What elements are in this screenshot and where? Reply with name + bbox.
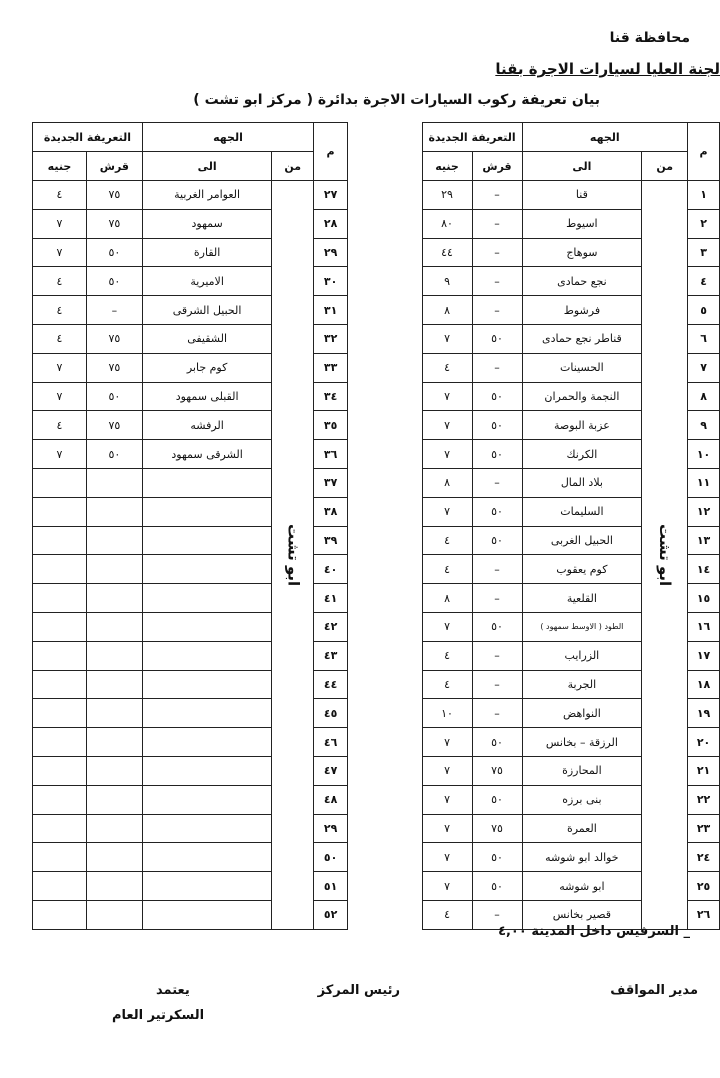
pound-cell: ٧: [33, 209, 87, 238]
col-direction-header: الجهه: [142, 123, 313, 152]
pound-cell: [33, 900, 87, 929]
destination-cell: النجمة والحمران: [522, 382, 642, 411]
destination-cell: [142, 699, 272, 728]
col-num-header: م: [314, 123, 348, 181]
destination-cell: الزرايب: [522, 641, 642, 670]
destination-cell: [142, 785, 272, 814]
qirsh-cell: –: [472, 555, 522, 584]
pound-cell: [33, 497, 87, 526]
destination-cell: ابو شوشه: [522, 872, 642, 901]
row-number: ٤٥: [314, 699, 348, 728]
signature-parking-manager: مدير المواقف: [610, 983, 698, 998]
pound-cell: ٤: [422, 641, 472, 670]
row-number: ١٨: [688, 670, 720, 699]
qirsh-cell: ٧٥: [472, 756, 522, 785]
pound-cell: [33, 785, 87, 814]
pound-cell: ٨٠: [422, 209, 472, 238]
pound-cell: ٧: [422, 728, 472, 757]
qirsh-cell: ٧٥: [472, 814, 522, 843]
pound-cell: [33, 699, 87, 728]
destination-cell: القلعية: [522, 584, 642, 613]
destination-cell: القبلى سمهود: [142, 382, 272, 411]
row-number: ٣٥: [314, 411, 348, 440]
qirsh-cell: [86, 756, 142, 785]
qirsh-cell: [86, 584, 142, 613]
destination-cell: قصير بخانس: [522, 900, 642, 929]
from-cell: ابو تشت: [642, 181, 688, 930]
row-number: ٤٧: [314, 756, 348, 785]
row-number: ٤٦: [314, 728, 348, 757]
qirsh-cell: ٥٠: [472, 497, 522, 526]
col-fare-header: التعريفة الجديدة: [33, 123, 143, 152]
qirsh-cell: [86, 555, 142, 584]
pound-cell: ٨: [422, 296, 472, 325]
pound-cell: ٤: [33, 411, 87, 440]
destination-cell: سوهاج: [522, 238, 642, 267]
row-number: ١٧: [688, 641, 720, 670]
qirsh-cell: [86, 641, 142, 670]
row-number: ٢٦: [688, 900, 720, 929]
row-number: ٢٥: [688, 872, 720, 901]
qirsh-cell: [86, 497, 142, 526]
destination-cell: كوم جابر: [142, 353, 272, 382]
qirsh-cell: –: [472, 238, 522, 267]
row-number: ٥٠: [314, 843, 348, 872]
pound-cell: ٤: [33, 267, 87, 296]
pound-cell: ٤٤: [422, 238, 472, 267]
pound-cell: ٧: [422, 497, 472, 526]
pound-cell: ٨: [422, 468, 472, 497]
qirsh-cell: [86, 900, 142, 929]
qirsh-cell: –: [472, 699, 522, 728]
row-number: ٧: [688, 353, 720, 382]
pound-cell: [33, 814, 87, 843]
row-number: ١: [688, 181, 720, 210]
destination-cell: [142, 814, 272, 843]
col-fare-header: التعريفة الجديدة: [422, 123, 522, 152]
qirsh-cell: ٧٥: [86, 353, 142, 382]
row-number: ١٤: [688, 555, 720, 584]
table-row: [339, 181, 720, 210]
destination-cell: الجربة: [522, 670, 642, 699]
committee-title: لجنة العليا لسيارات الاجرة بقنا: [495, 60, 720, 78]
pound-cell: [33, 756, 87, 785]
pound-cell: [33, 872, 87, 901]
pound-cell: ٧: [422, 814, 472, 843]
destination-cell: كوم يعقوب: [522, 555, 642, 584]
row-number: ٢٧: [314, 181, 348, 210]
col-to-header: الى: [142, 152, 272, 181]
qirsh-cell: ٥٠: [86, 382, 142, 411]
qirsh-cell: –: [472, 670, 522, 699]
qirsh-cell: –: [472, 353, 522, 382]
destination-cell: الشقيفى: [142, 324, 272, 353]
qirsh-cell: –: [472, 468, 522, 497]
destination-cell: خوالد ابو شوشه: [522, 843, 642, 872]
qirsh-cell: ٥٠: [472, 872, 522, 901]
destination-cell: الكرنك: [522, 440, 642, 469]
destination-cell: المحارزة: [522, 756, 642, 785]
qirsh-cell: [86, 699, 142, 728]
row-number: ٩: [688, 411, 720, 440]
qirsh-cell: [86, 468, 142, 497]
row-number: ١٦: [688, 612, 720, 641]
qirsh-cell: ٥٠: [472, 785, 522, 814]
row-number: ١٩: [688, 699, 720, 728]
destination-cell: العمرة: [522, 814, 642, 843]
row-number: ٢٢: [688, 785, 720, 814]
pound-cell: [33, 670, 87, 699]
pound-cell: [33, 468, 87, 497]
row-number: ٢٩: [314, 238, 348, 267]
qirsh-cell: ٥٠: [472, 612, 522, 641]
fare-table-right: [338, 122, 720, 930]
destination-cell: الاميرية: [142, 267, 272, 296]
qirsh-cell: [86, 728, 142, 757]
pound-cell: ٧: [422, 843, 472, 872]
destination-cell: [142, 526, 272, 555]
row-number: ٣٣: [314, 353, 348, 382]
pound-cell: [33, 641, 87, 670]
qirsh-cell: [86, 526, 142, 555]
qirsh-cell: ٧٥: [86, 209, 142, 238]
statement-title: بيان تعريفة ركوب السيارات الاجرة بدائرة ( مركز ابو تشت ): [193, 92, 600, 108]
qirsh-cell: [86, 843, 142, 872]
signature-approved: يعتمد: [156, 983, 190, 998]
destination-cell: [142, 555, 272, 584]
destination-cell: [142, 612, 272, 641]
qirsh-cell: ٥٠: [472, 843, 522, 872]
pound-cell: ٧: [422, 872, 472, 901]
row-number: ٢٣: [688, 814, 720, 843]
pound-cell: ٧: [33, 353, 87, 382]
destination-cell: سمهود: [142, 209, 272, 238]
destination-cell: بلاد المال: [522, 468, 642, 497]
row-number: ٣٨: [314, 497, 348, 526]
destination-cell: [142, 872, 272, 901]
destination-cell: [142, 468, 272, 497]
row-number: ٤٨: [314, 785, 348, 814]
pound-cell: [33, 526, 87, 555]
destination-cell: السليمات: [522, 497, 642, 526]
from-cell: ابو تشت: [272, 181, 314, 930]
destination-cell: بنى برزه: [522, 785, 642, 814]
pound-cell: ٧: [422, 785, 472, 814]
row-number: ٢: [688, 209, 720, 238]
col-num-header: م: [688, 123, 720, 181]
pound-cell: ٤: [422, 526, 472, 555]
qirsh-cell: –: [472, 296, 522, 325]
pound-cell: ٤: [422, 555, 472, 584]
pound-cell: ٤: [33, 296, 87, 325]
row-number: ٣٩: [314, 526, 348, 555]
qirsh-cell: –: [472, 584, 522, 613]
pound-cell: ١٠: [422, 699, 472, 728]
destination-cell: الرزقة – بخانس: [522, 728, 642, 757]
qirsh-cell: [86, 612, 142, 641]
qirsh-cell: –: [472, 181, 522, 210]
qirsh-cell: ٧٥: [86, 411, 142, 440]
row-number: ٨: [688, 382, 720, 411]
col-from-header: من: [272, 152, 314, 181]
row-number: ٥١: [314, 872, 348, 901]
row-number: ٢١: [688, 756, 720, 785]
pound-cell: ٧: [422, 440, 472, 469]
pound-cell: [33, 728, 87, 757]
qirsh-cell: –: [472, 641, 522, 670]
destination-cell: [142, 756, 272, 785]
qirsh-cell: ٥٠: [86, 440, 142, 469]
qirsh-cell: ٥٠: [472, 728, 522, 757]
destination-cell: عزبة البوصة: [522, 411, 642, 440]
row-number: ٣: [688, 238, 720, 267]
qirsh-cell: ٧٥: [86, 324, 142, 353]
pound-cell: ٧: [33, 382, 87, 411]
pound-cell: ٧: [422, 411, 472, 440]
row-number: ٢٩: [314, 814, 348, 843]
destination-cell: الحبيل الشرقى: [142, 296, 272, 325]
row-number: ١٣: [688, 526, 720, 555]
destination-cell: [142, 584, 272, 613]
destination-cell: قنا: [522, 181, 642, 210]
pound-cell: ٤: [422, 353, 472, 382]
row-number: ٤٢: [314, 612, 348, 641]
destination-cell: [142, 728, 272, 757]
row-number: ٥: [688, 296, 720, 325]
col-pound-header: جنيه: [33, 152, 87, 181]
destination-cell: فرشوط: [522, 296, 642, 325]
signature-center-head: رئيس المركز: [317, 983, 400, 998]
pound-cell: ٢٩: [422, 181, 472, 210]
qirsh-cell: –: [472, 209, 522, 238]
destination-cell: [142, 670, 272, 699]
qirsh-cell: [86, 814, 142, 843]
destination-cell: الرفشه: [142, 411, 272, 440]
service-note: _ السرفيس داخل المدينة ٤,٠٠: [498, 924, 690, 939]
pound-cell: ٧: [422, 612, 472, 641]
destination-cell: النواهض: [522, 699, 642, 728]
col-direction-header: الجهه: [522, 123, 688, 152]
qirsh-cell: ٥٠: [86, 238, 142, 267]
row-number: ٢٨: [314, 209, 348, 238]
destination-cell: [142, 641, 272, 670]
pound-cell: [33, 584, 87, 613]
destination-cell: العوامر الغربية: [142, 181, 272, 210]
pound-cell: ٧: [422, 756, 472, 785]
governorate-title: محافظة قنا: [609, 30, 690, 46]
pound-cell: ٨: [422, 584, 472, 613]
row-number: ٣٢: [314, 324, 348, 353]
table-row: [33, 181, 348, 210]
qirsh-cell: ٥٠: [472, 382, 522, 411]
pound-cell: ٤: [33, 181, 87, 210]
pound-cell: ٤: [33, 324, 87, 353]
qirsh-cell: [86, 872, 142, 901]
row-number: ٢٠: [688, 728, 720, 757]
qirsh-cell: ٧٥: [86, 181, 142, 210]
qirsh-cell: ٥٠: [472, 324, 522, 353]
destination-cell: الطود ( الاوسط سمهود ): [522, 612, 642, 641]
row-number: ٤٠: [314, 555, 348, 584]
col-from-header: من: [642, 152, 688, 181]
pound-cell: [33, 555, 87, 584]
qirsh-cell: ٥٠: [86, 267, 142, 296]
row-number: ١٥: [688, 584, 720, 613]
destination-cell: اسيوط: [522, 209, 642, 238]
pound-cell: ٤: [422, 900, 472, 929]
row-number: ٥٢: [314, 900, 348, 929]
destination-cell: قناطر نجع حمادى: [522, 324, 642, 353]
row-number: ٣٦: [314, 440, 348, 469]
qirsh-cell: ٥٠: [472, 411, 522, 440]
destination-cell: القارة: [142, 238, 272, 267]
row-number: ٤: [688, 267, 720, 296]
destination-cell: [142, 900, 272, 929]
pound-cell: ٧: [422, 382, 472, 411]
qirsh-cell: –: [472, 267, 522, 296]
destination-cell: الشرقى سمهود: [142, 440, 272, 469]
fare-table-left: [32, 122, 348, 930]
destination-cell: الحسينات: [522, 353, 642, 382]
pound-cell: ٤: [422, 670, 472, 699]
pound-cell: ٧: [422, 324, 472, 353]
qirsh-cell: –: [86, 296, 142, 325]
qirsh-cell: [86, 670, 142, 699]
destination-cell: نجع حمادى: [522, 267, 642, 296]
signature-secretary-general: السكرتير العام: [112, 1008, 205, 1023]
pound-cell: [33, 612, 87, 641]
col-qirsh-header: قرش: [86, 152, 142, 181]
row-number: ١٢: [688, 497, 720, 526]
qirsh-cell: –: [472, 900, 522, 929]
row-number: ٣٧: [314, 468, 348, 497]
row-number: ٣٤: [314, 382, 348, 411]
row-number: ٤١: [314, 584, 348, 613]
row-number: ٣٠: [314, 267, 348, 296]
qirsh-cell: [86, 785, 142, 814]
row-number: ٢٤: [688, 843, 720, 872]
row-number: ١٠: [688, 440, 720, 469]
col-to-header: الى: [522, 152, 642, 181]
pound-cell: ٧: [33, 440, 87, 469]
qirsh-cell: ٥٠: [472, 440, 522, 469]
col-qirsh-header: قرش: [472, 152, 522, 181]
row-number: ٣١: [314, 296, 348, 325]
row-number: ٦: [688, 324, 720, 353]
pound-cell: [33, 843, 87, 872]
row-number: ١١: [688, 468, 720, 497]
qirsh-cell: ٥٠: [472, 526, 522, 555]
destination-cell: الحبيل الغربى: [522, 526, 642, 555]
pound-cell: ٧: [33, 238, 87, 267]
destination-cell: [142, 497, 272, 526]
destination-cell: [142, 843, 272, 872]
row-number: ٤٣: [314, 641, 348, 670]
pound-cell: ٩: [422, 267, 472, 296]
row-number: ٤٤: [314, 670, 348, 699]
col-pound-header: جنيه: [422, 152, 472, 181]
